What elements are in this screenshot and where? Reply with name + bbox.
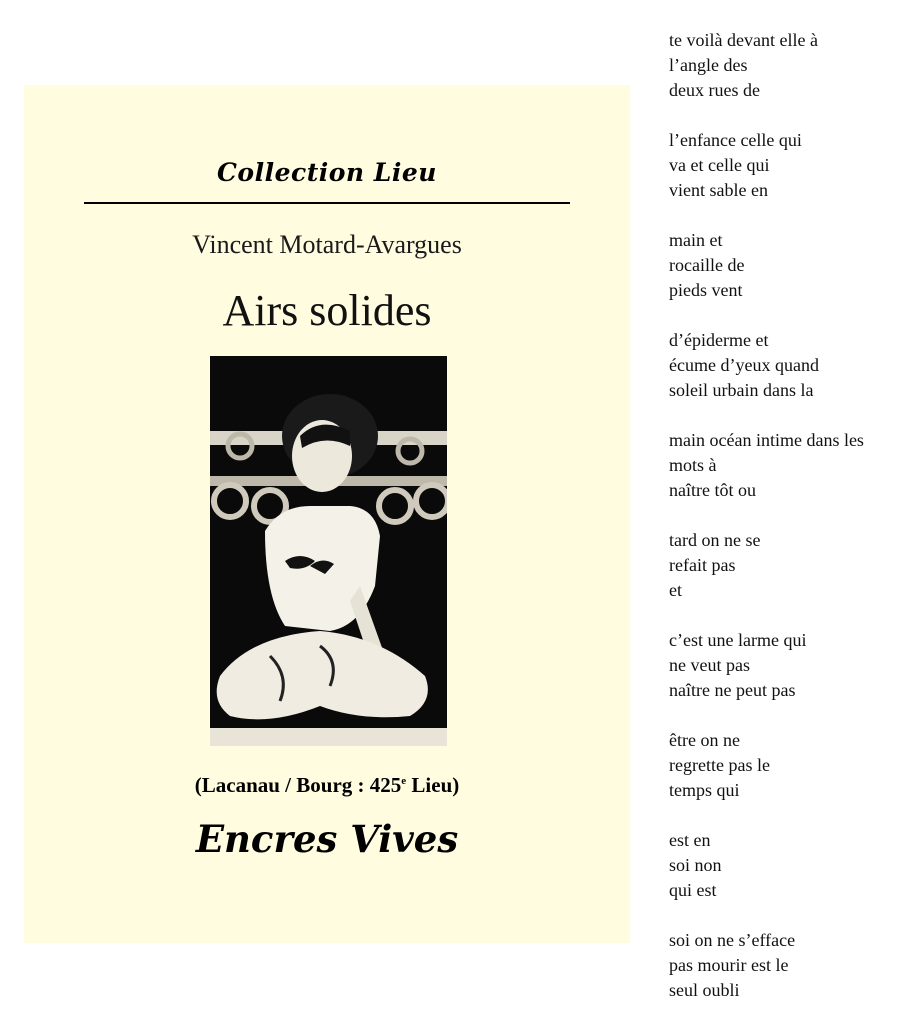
cover-photo: [210, 356, 447, 746]
poem-stanza: [669, 628, 919, 703]
poem-line: refait pas: [669, 555, 736, 575]
poem-line: écume d’yeux quand: [669, 355, 819, 375]
poem-line: vient sable en: [669, 180, 768, 200]
poem-line: naître tôt ou: [669, 480, 756, 500]
poem-line: deux rues de: [669, 80, 760, 100]
poem-line: c’est une larme qui: [669, 630, 807, 650]
poem-stanza: [669, 928, 919, 1003]
poem-line: te voilà devant elle à: [669, 30, 818, 50]
child-photo-image: [210, 356, 447, 746]
poem-stanza: [669, 128, 919, 203]
poem-line: soleil urbain dans la: [669, 380, 814, 400]
poem-stanza: [669, 528, 919, 603]
poem-line: main et: [669, 230, 723, 250]
poem-stanza: [669, 428, 919, 503]
poem-line: soi non: [669, 855, 722, 875]
poem-stanza: [669, 828, 919, 903]
poem-stanza: [669, 328, 919, 403]
author-name: Vincent Motard-Avargues: [192, 230, 462, 259]
poem-stanza: [669, 228, 919, 303]
poem-line: temps qui: [669, 780, 740, 800]
poem-text: [669, 28, 919, 1028]
poem-line: tard on ne se: [669, 530, 761, 550]
collection-name: Collection Lieu: [217, 158, 437, 187]
poem-line: pieds vent: [669, 280, 743, 300]
poem-stanza: [669, 728, 919, 803]
poem-line: seul oubli: [669, 980, 740, 1000]
poem-line: regrette pas le: [669, 755, 770, 775]
book-title: Airs solides: [222, 286, 432, 335]
poem-line: mots à: [669, 455, 717, 475]
divider: [84, 202, 570, 204]
poem-line: d’épiderme et: [669, 330, 769, 350]
poem-line: va et celle qui: [669, 155, 770, 175]
poem-line: main océan intime dans les: [669, 430, 864, 450]
book-cover: [24, 85, 630, 943]
poem-line: ne veut pas: [669, 655, 750, 675]
poem-line: soi on ne s’efface: [669, 930, 796, 950]
poem-line: rocaille de: [669, 255, 745, 275]
poem-line: l’enfance celle qui: [669, 130, 802, 150]
poem-line: l’angle des: [669, 55, 748, 75]
poem-line: qui est: [669, 880, 717, 900]
poem-stanza: [669, 28, 919, 103]
poem-line: pas mourir est le: [669, 955, 789, 975]
poem-line: être on ne: [669, 730, 740, 750]
place-subtitle: (Lacanau / Bourg : 425e Lieu): [194, 773, 460, 797]
poem-line: est en: [669, 830, 711, 850]
poem-line: et: [669, 580, 682, 600]
poem-line: naître ne peut pas: [669, 680, 796, 700]
publisher-name: Encres Vives: [195, 817, 459, 861]
